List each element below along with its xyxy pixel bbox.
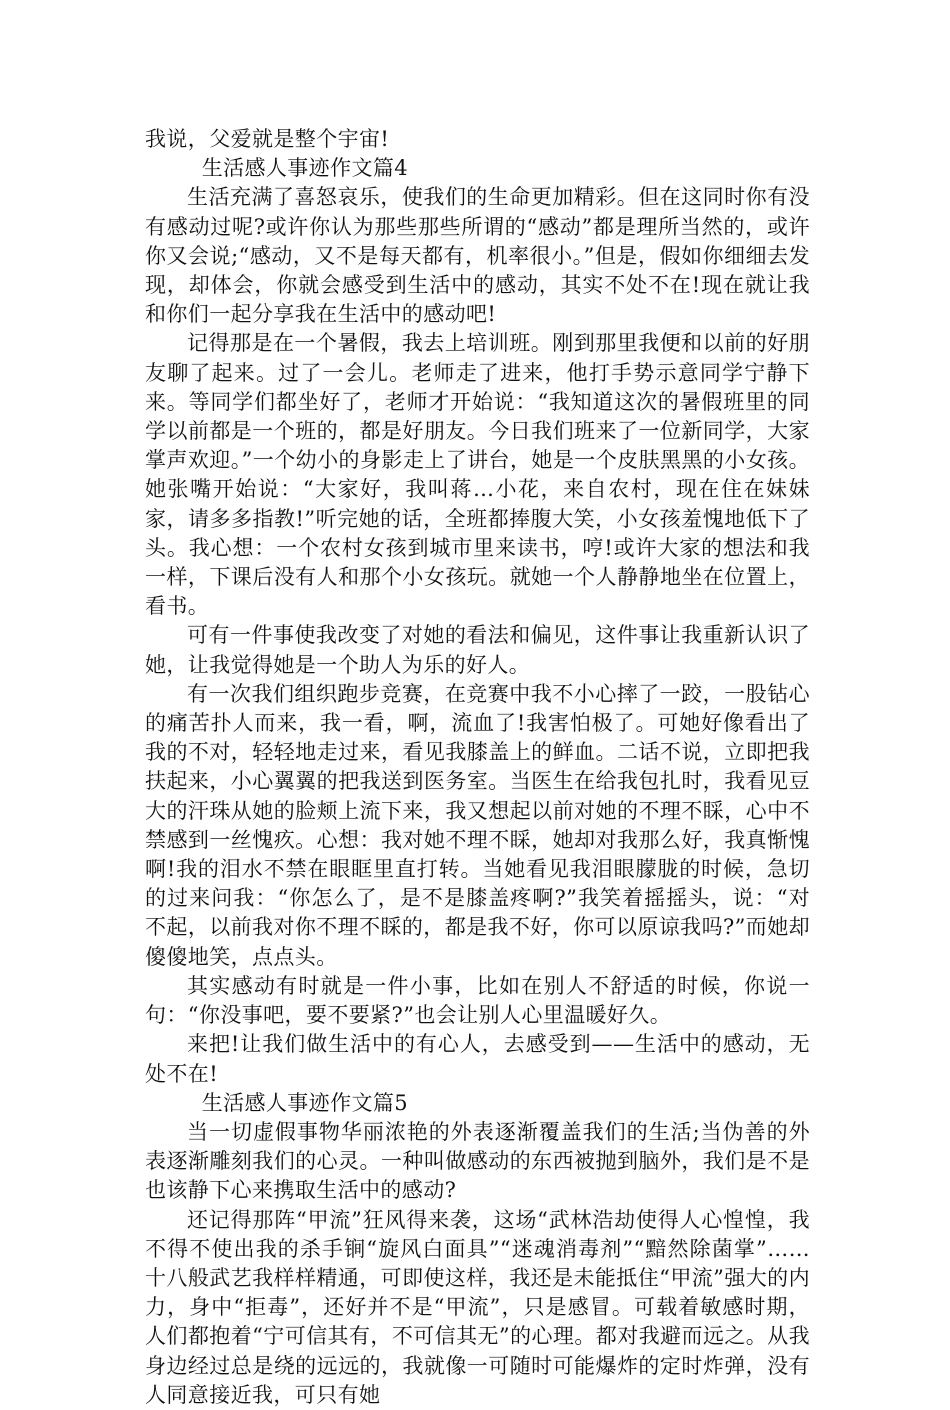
paragraph: 可有一件事使我改变了对她的看法和偏见，这件事让我重新认识了她，让我觉得她是一个助人为乐的好人。 (145, 623, 810, 677)
paragraph: 来把!让我们做生活中的有心人，去感受到——生活中的感动，无处不在! (145, 1032, 810, 1086)
section-heading: 生活感人事迹作文篇4 (201, 156, 409, 181)
paragraph: 我说，父爱就是整个宇宙! (145, 127, 390, 151)
paragraph: 记得那是在一个暑假，我去上培训班。刚到那里我便和以前的好朋友聊了起来。过了一会儿。老师走了进来，他打手势示意同学宁静下来。等同学们都坐好了，老师才开始说：“我知道这次的暑假班里的同学以前都是一个班的，都是好朋友。今日我们班来了一位新同学，大家掌声欢迎。”一个幼小的身影走上了讲台，她是一个皮肤黑黑的小女孩。她张嘴开始说：“大家好，我叫蒋…小花，来自农村，现在住在妹妹家，请多多指教!”听完她的话，全班都捧腹大笑，小女孩羞愧地低下了头。我心想：一个农村女孩到城市里来读书，哼!或许大家的想法和我一样，下课后没有人和那个小女孩玩。就她一个人静静地坐在位置上，看书。 (145, 331, 810, 619)
document-body (145, 125, 810, 1410)
paragraph: 还记得那阵“甲流”狂风得来袭，这场“武林浩劫使得人心惶惶，我不得不使出我的杀手锏“旋风白面具”“迷魂消毒剂”“黯然除菌掌”……十八般武艺我样样精通，可即使这样，我还是未能抵住“甲流”强大的内力，身中“拒毒”，还好并不是“甲流”，只是感冒。可载着敏感时期，人们都抱着“宁可信其有，不可信其无”的心理。都对我避而远之。从我身边经过总是绕的远远的，我就像一可随时可能爆炸的定时炸弹，没有人同意接近我，可只有她 (145, 1207, 810, 1407)
section-heading: 生活感人事迹作文篇5 (201, 1090, 409, 1115)
paragraph: 其实感动有时就是一件小事，比如在别人不舒适的时候，你说一句：“你没事吧，要不要紧?”也会让别人心里温暖好久。 (145, 973, 810, 1028)
paragraph: 当一切虚假事物华丽浓艳的外表逐渐覆盖我们的生活;当伪善的外表逐渐雕刻我们的心灵。一种叫做感动的东西被抛到脑外，我们是不是也该静下心来携取生活中的感动? (145, 1119, 810, 1203)
paragraph: 有一次我们组织跑步竞赛，在竞赛中我不小心摔了一跤，一股钻心的痛苦扑人而来，我一看，啊，流血了!我害怕极了。可她好像看出了我的不对，轻轻地走过来，看见我膝盖上的鲜血。二话不说，立即把我扶起来，小心翼翼的把我送到医务室。当医生在给我包扎时，我看见豆大的汗珠从她的脸颊上流下来，我又想起以前对她的不理不睬，心中不禁感到一丝愧疚。心想：我对她不理不睬，她却对我那么好，我真惭愧啊!我的泪水不禁在眼眶里直打转。当她看见我泪眼朦胧的时候，急切的过来问我：“你怎么了，是不是膝盖疼啊?”我笑着摇摇头，说：“对不起，以前我对你不理不睬的，都是我不好，你可以原谅我吗?”而她却傻傻地笑，点点头。 (145, 681, 810, 969)
paragraph: 生活充满了喜怒哀乐，使我们的生命更加精彩。但在这同时你有没有感动过呢?或许你认为那些那些所谓的“感动”都是理所当然的，或许你又会说;“感动，又不是每天都有，机率很小。”但是，假如你细细去发现，却体会，你就会感受到生活中的感动，其实不处不在!现在就让我和你们一起分享我在生活中的感动吧! (145, 185, 810, 327)
